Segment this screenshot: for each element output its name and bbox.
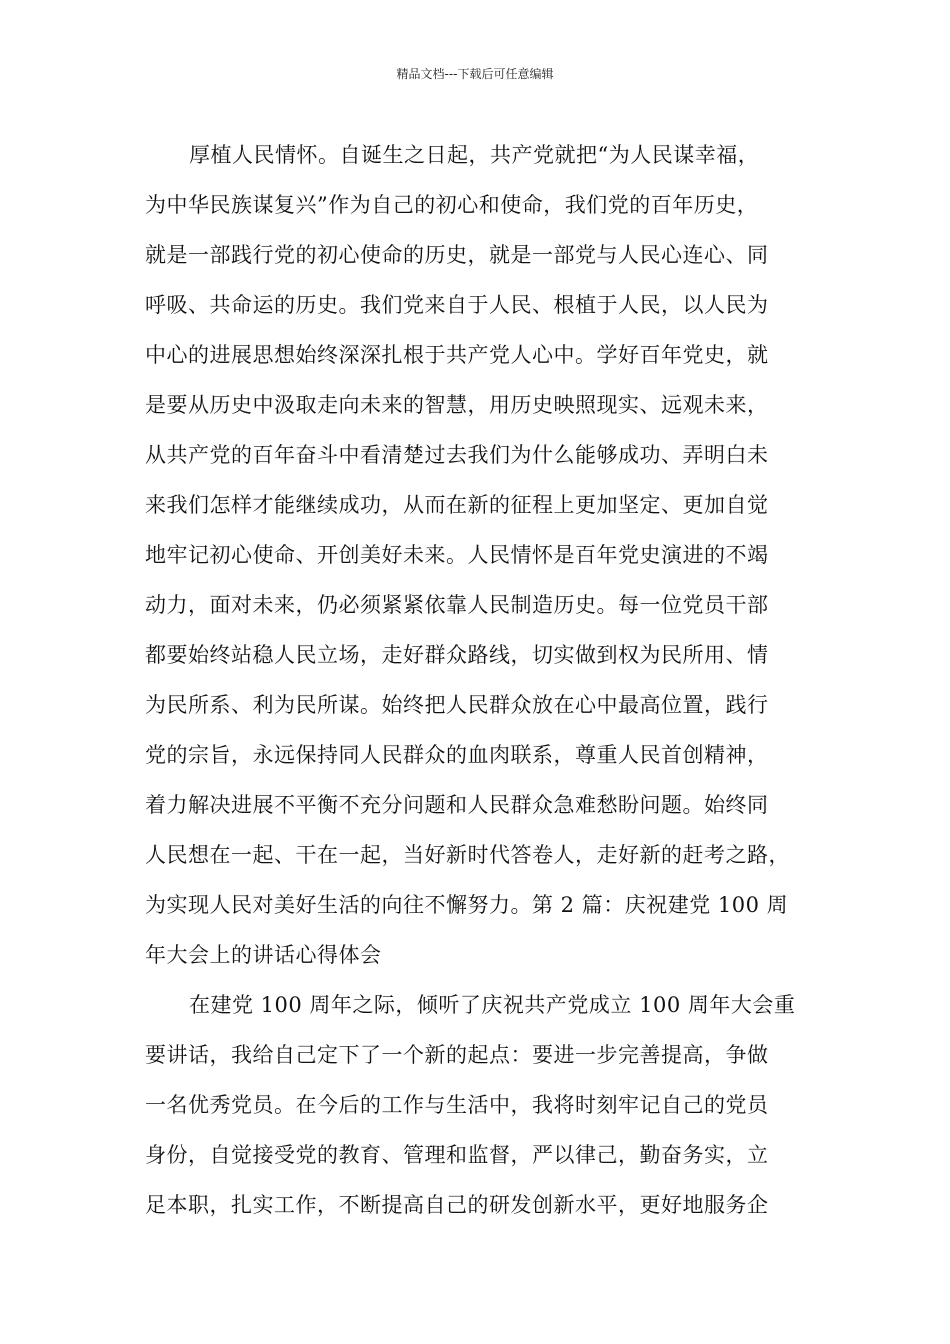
text-line: 年大会上的讲话心得体会 (145, 943, 382, 967)
text-line: 厚植人民情怀。自诞生之日起，共产党就把“为人民谋幸福， (189, 143, 760, 167)
text-line: 呼吸、共命运的历史。我们党来自于人民、根植于人民，以人民为 (145, 293, 769, 317)
text-line: 来我们怎样才能继续成功，从而在新的征程上更加坚定、更加自觉 (145, 493, 769, 517)
text-line: 从共产党的百年奋斗中看清楚过去我们为什么能够成功、弄明白未 (145, 443, 769, 467)
text-line: 都要始终站稳人民立场，走好群众路线，切实做到权为民所用、情 (145, 643, 769, 667)
page-header: 精品文档---下载后可任意编辑 (396, 67, 554, 81)
text-line: 要讲话，我给自己定下了一个新的起点：要进一步完善提高，争做 (145, 1043, 769, 1067)
document-body (145, 130, 825, 1230)
text-line: 是要从历史中汲取走向未来的智慧，用历史映照现实、远观未来， (145, 393, 769, 417)
text-line: 地牢记初心使命、开创美好未来。人民情怀是百年党史演进的不竭 (145, 543, 769, 567)
text-line: 足本职，扎实工作，不断提高自己的研发创新水平，更好地服务企 (145, 1193, 769, 1217)
text-line: 身份，自觉接受党的教育、管理和监督，严以律己，勤奋务实，立 (145, 1143, 769, 1167)
text-line: 党的宗旨，永远保持同人民群众的血肉联系，尊重人民首创精神， (145, 743, 769, 767)
text-line: 为实现人民对美好生活的向往不懈努力。第 2 篇：庆祝建党 100 周 (145, 893, 789, 917)
text-line: 中心的进展思想始终深深扎根于共产党人心中。学好百年党史，就 (145, 343, 769, 367)
text-line: 着力解决进展不平衡不充分问题和人民群众急难愁盼问题。始终同 (145, 793, 769, 817)
text-line: 为中华民族谋复兴”作为自己的初心和使命，我们党的百年历史， (145, 193, 759, 217)
text-line: 动力，面对未来，仍必须紧紧依靠人民制造历史。每一位党员干部 (145, 593, 769, 617)
text-line: 就是一部践行党的初心使命的历史，就是一部党与人民心连心、同 (145, 243, 769, 267)
text-line: 在建党 100 周年之际，倾听了庆祝共产党成立 100 周年大会重 (189, 993, 796, 1017)
text-line: 为民所系、利为民所谋。始终把人民群众放在心中最高位置，践行 (145, 693, 769, 717)
text-line: 人民想在一起、干在一起，当好新时代答卷人，走好新的赶考之路， (145, 843, 790, 867)
text-line: 一名优秀党员。在今后的工作与生活中，我将时刻牢记自己的党员 (145, 1093, 769, 1117)
